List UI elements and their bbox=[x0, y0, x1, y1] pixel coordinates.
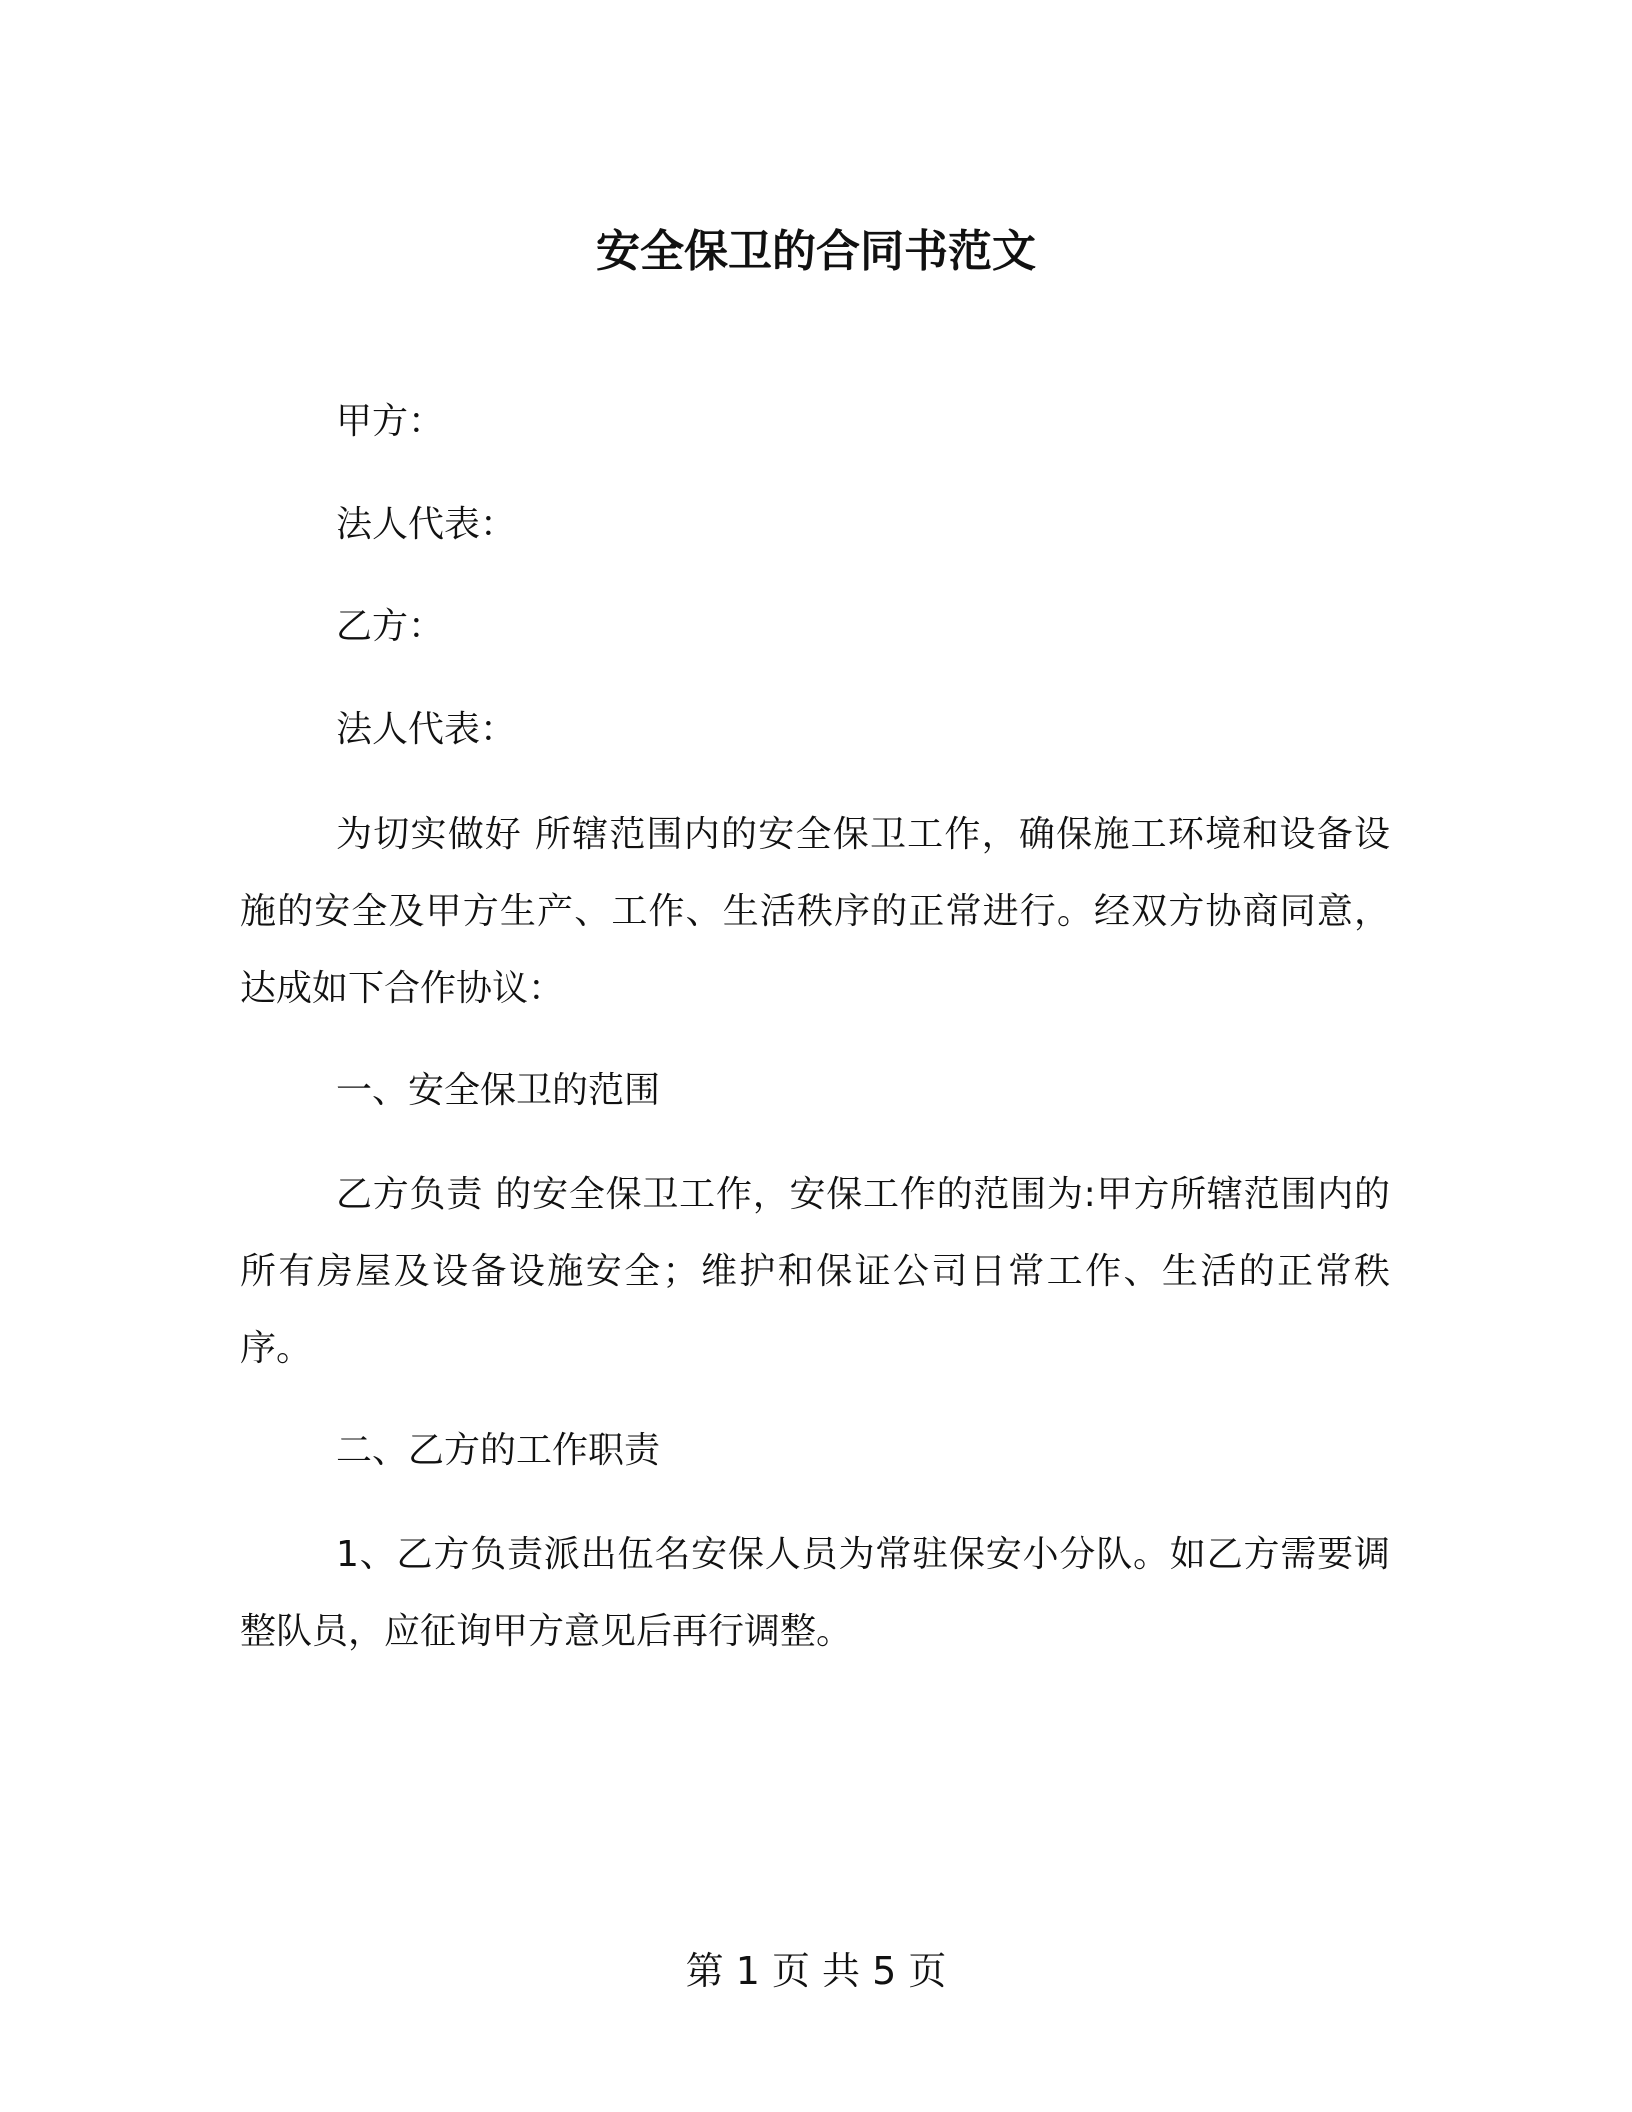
party-a-representative-label: 法人代表： bbox=[336, 504, 517, 545]
section-1-body: 乙方负责 的安全保卫工作，安保工作的范围为:甲方所辖范围内的所有房屋及设备设施安全；维护和保证公司日常工作、生活的正常秩序。 bbox=[240, 1174, 1390, 1369]
section-1-heading: 一、安全保卫的范围 bbox=[336, 1070, 661, 1111]
intro-paragraph: 为切实做好 所辖范围内的安全保卫工作，确保施工环境和设备设施的安全及甲方生产、工作、生活秩序的正常进行。经双方协商同意，达成如下合作协议： bbox=[240, 814, 1390, 1009]
party-a-label: 甲方： bbox=[336, 401, 445, 442]
party-b-representative-label: 法人代表： bbox=[336, 709, 517, 750]
document-title: 安全保卫的合同书范文 bbox=[596, 226, 1036, 277]
section-2-heading: 二、乙方的工作职责 bbox=[336, 1430, 661, 1471]
party-b-label: 乙方： bbox=[336, 606, 445, 647]
section-2-item-1: 1、乙方负责派出伍名安保人员为常驻保安小分队。如乙方需要调整队员，应征询甲方意见后再行调整。 bbox=[240, 1534, 1390, 1652]
page-indicator: 第 1 页 共 5 页 bbox=[685, 1949, 947, 1993]
